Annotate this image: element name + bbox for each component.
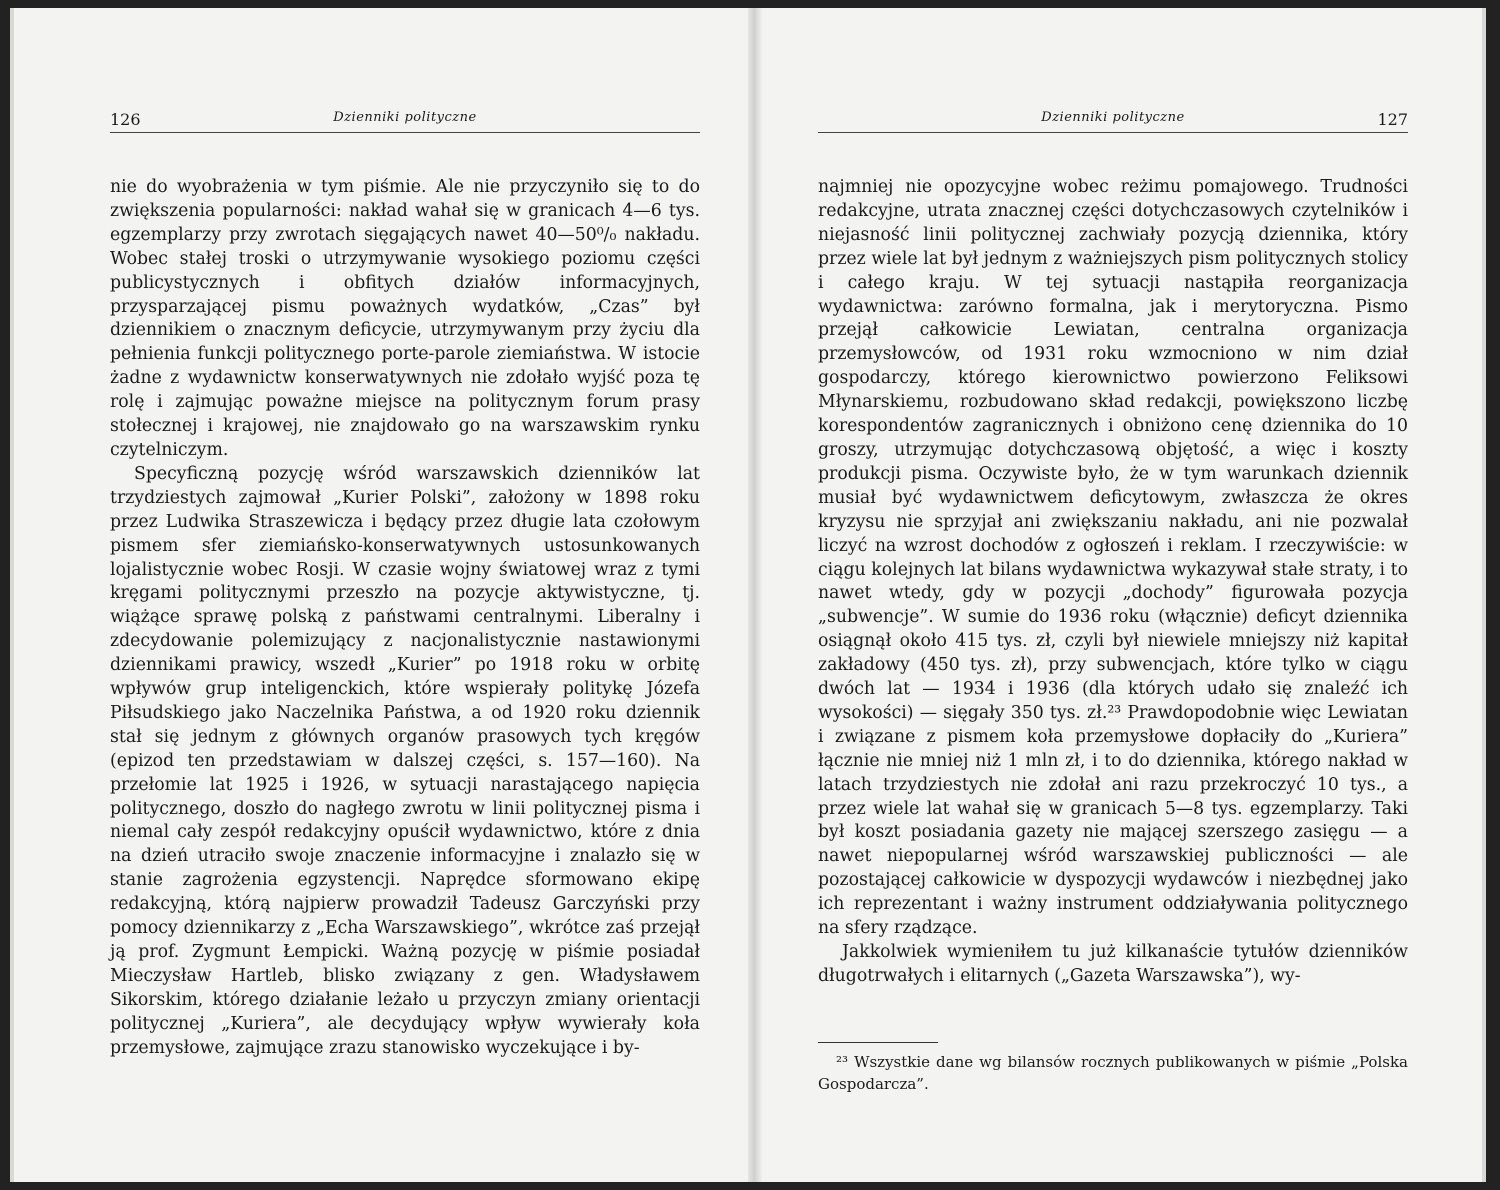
book-gutter [748, 8, 762, 1182]
paragraph: Specyficzną pozycję wśród warszawskich dzienników lat trzydziestych zajmował „Kurier Polski”, założony w 1898 roku przez Ludwika Straszewicza i będący przez długie lata czołowym pismem sfer ziemiańsko-konserwatywnych ustosunkowanych lojalistycznie wobec Rosji. W czasie wojny światowej wraz z tymi kręgami politycznymi przeszło na pozycje aktywistyczne, tj. wiążące sprawę polską z państwami centralnymi. Liberalny i zdecydowanie polemizujący z nacjonalistycznie nastawionymi dziennikami prawicy, wszedł „Kurier” po 1918 roku w orbitę wpływów grup inteligenckich, które wspierały politykę Józefa Piłsudskiego jako Naczelnika Państwa, a od 1920 roku dziennik stał się jednym z głównych organów prasowych tych kręgów (epizod ten przedstawiam w dalszej części, s. 157—160). Na przełomie lat 1925 i 1926, w sytuacji narastającego napięcia politycznego, doszło do nagłego zwrotu w linii politycznej pisma i niemal cały zespół redakcyjny opuścił wydawnictwo, które z dnia na dzień utraciło swoje znaczenie informacyjne i znalazło się w stanie zagrożenia egzystencji. Naprędce sformowano ekipę redakcyjną, którą najpierw prowadził Tadeusz Garczyński przy pomocy dziennikarzy z „Echa Warszawskiego”, wkrótce zaś przejął ją prof. Zygmunt Łempicki. Ważną pozycję w piśmie posiadał Mieczysław Hartleb, blisko związany z gen. Władysławem Sikorskim, którego działanie leżało u przyczyn zmiany orientacji politycznej „Kuriera”, ale decydujący wpływ wywierały koła przemysłowe, zajmujące zrazu stanowisko wyczekujące i by- [110, 463, 700, 1058]
right-page [762, 8, 1486, 1182]
left-page-body [110, 176, 700, 1061]
book-spread [10, 8, 1486, 1182]
footnote-text: Wszystkie dane wg bilansów rocznych publikowanych w piśmie „Polska Gospodarcza”. [818, 1053, 1408, 1093]
footnote-rule [818, 1042, 938, 1043]
running-head: Dzienniki polityczne [1041, 110, 1185, 125]
page-number: 126 [110, 110, 141, 129]
paragraph: najmniej nie opozycyjne wobec reżimu pomajowego. Trudności redakcyjne, utrata znacznej części dotychczasowych czytelników i niejasność linii politycznej zachwiały pozycją dziennika, który przez wiele lat był jednym z ważniejszych pism politycznych stolicy i całego kraju. W tej sytuacji nastąpiła reorganizacja wydawnictwa: zarówno formalna, jak i merytoryczna. Pismo przejął całkowicie Lewiatan, centralna organizacja przemysłowców, od 1931 roku wzmocniono w nim dział gospodarczy, którego kierownictwo powierzono Feliksowi Młynarskiemu, rozbudowano skład redakcji, powiększono liczbę korespondentów zagranicznych i obniżono cenę dziennika do 10 groszy, utrzymując dotychczasową objętość, a więc i koszty produkcji pisma. Oczywiste było, że w tym warunkach dziennik musiał być wydawnictwem deficytowym, zwłaszcza że okres kryzysu nie sprzyjał ani zwiększaniu nakładu, ani nie pozwalał liczyć na wzrost dochodów z ogłoszeń i reklam. I rzeczywiście: w ciągu kolejnych lat bilans wydawnictwa wykazywał stałe straty, i to nawet wtedy, gdy w pozycji „dochody” figurowała pozycja „subwencje”. W sumie do 1936 roku (włącznie) deficyt dziennika osiągnął około 415 tys. zł, czyli był niewiele mniejszy niż kapitał zakładowy (450 tys. zł), przy subwencjach, które tylko w ciągu dwóch lat — 1934 i 1936 (dla których udało się znaleźć ich wysokości) — sięgały 350 tys. zł.²³ Prawdopodobnie więc Lewiatan i związane z pismem koła przemysłowe dopłaciły do „Kuriera” łącznie nie mniej niż 1 mln zł, i to do dziennika, którego nakład w latach trzydziestych nie zdołał ani razu przekroczyć 10 tys., a przez wiele lat wahał się w granicach 5—8 tys. egzemplarzy. Taki był koszt posiadania gazety nie mającej szerszego zasięgu — a nawet niepopularnej wśród warszawskiej publiczności — ale pozostającej całkowicie w dyspozycji wydawców i niezbędnej jako ich reprezentant i ważny instrument oddziaływania politycznego na sfery rządzące. [818, 177, 1408, 939]
left-page [10, 8, 748, 1182]
footnote-label: ²³ [836, 1053, 849, 1071]
paragraph: nie do wyobrażenia w tym piśmie. Ale nie przyczyniło się to do zwiększenia popularności: nakład wahał się w granicach 4—6 tys. egzemplarzy przy zwrotach sięgających nawet 40—50⁰/₀ nakładu. Wobec stałej troski o utrzymywanie wysokiego poziomu części publicystycznych i obfitych działów informacyjnych, przysparzającej pismu poważnych wydatków, „Czas” był dziennikiem o znacznym deficycie, utrzymywanym przy życiu dla pełnienia funkcji politycznego porte-parole ziemiaństwa. W istocie żadne z wydawnictw konserwatywnych nie zdołało wyjść poza tę rolę i zajmując poważne miejsce na politycznym forum prasy stołecznej i krajowej, nie znajdowało go na warszawskim rynku czytelniczym. [110, 177, 700, 460]
right-page-body [818, 176, 1408, 989]
left-page-header [110, 104, 700, 133]
paragraph: Jakkolwiek wymieniłem tu już kilkanaście tytułów dzienników długotrwałych i elitarnych („Gazeta Warszawska”), wy- [818, 942, 1408, 986]
right-page-header [818, 104, 1408, 133]
page-number: 127 [1377, 110, 1408, 129]
running-head: Dzienniki polityczne [333, 110, 477, 125]
footnote [818, 1051, 1408, 1095]
